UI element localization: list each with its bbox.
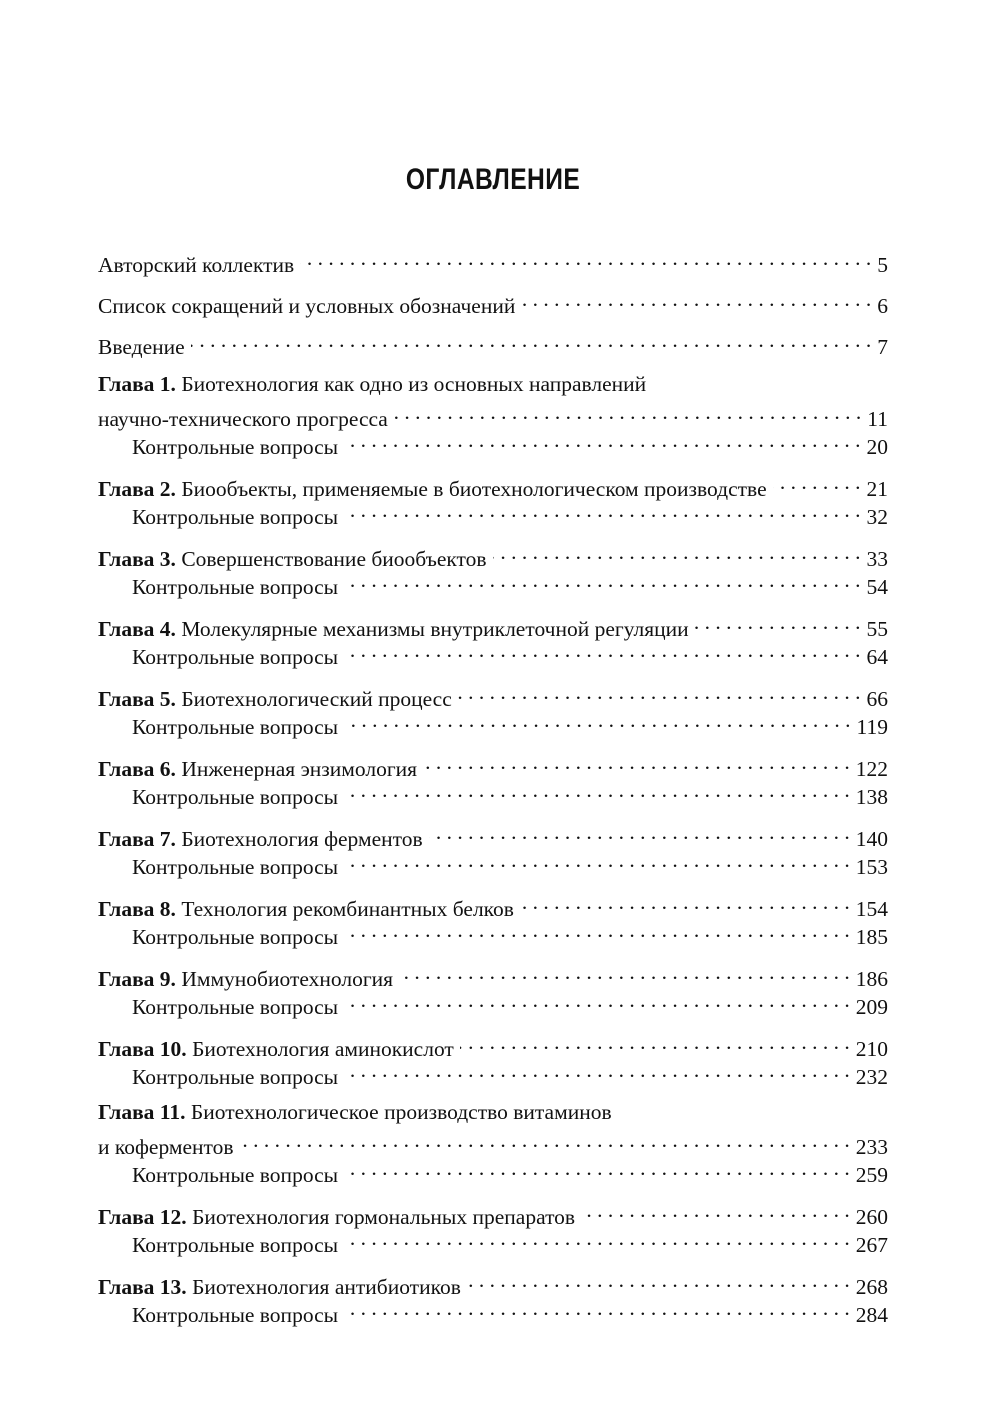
toc-chapter-8: [98, 888, 888, 949]
dot-leader: [520, 888, 850, 916]
chapter-number: Глава 1.: [98, 372, 176, 396]
questions-label: Контрольные вопросы: [132, 1163, 339, 1187]
dot-leader: [300, 244, 871, 272]
chapter-title: Биотехнология как одно из основных направлений: [181, 372, 647, 396]
dot-leader: [344, 426, 860, 454]
toc-page-number: 210: [855, 1037, 888, 1061]
questions-label: Контрольные вопросы: [132, 715, 339, 739]
chapter-title: Биотехнология антибиотиков: [192, 1275, 461, 1299]
questions-label: Контрольные вопросы: [132, 435, 339, 459]
questions-label: Контрольные вопросы: [132, 785, 339, 809]
dot-leader: [394, 398, 861, 426]
toc-chapter-11: [98, 1098, 888, 1187]
chapter-number: Глава 3.: [98, 547, 176, 571]
dot-leader: [460, 1028, 850, 1056]
toc-chapter-title-line[interactable]: [98, 958, 888, 991]
questions-label: Контрольные вопросы: [132, 995, 339, 1019]
chapter-title: Биотехнология гормональных препаратов: [192, 1205, 576, 1229]
questions-label: Контрольные вопросы: [132, 575, 339, 599]
dot-leader: [399, 958, 850, 986]
toc-page-number: 54: [866, 575, 888, 599]
chapter-title-cont: и коферментов: [98, 1135, 234, 1159]
dot-leader: [344, 636, 860, 664]
dot-leader: [581, 1196, 850, 1224]
questions-label: Контрольные вопросы: [132, 1303, 339, 1327]
toc-page-number: 138: [855, 785, 888, 809]
toc-chapter-13: [98, 1266, 888, 1327]
dot-leader: [344, 566, 860, 594]
toc-page-number: 122: [855, 757, 888, 781]
questions-label: Контрольные вопросы: [132, 505, 339, 529]
toc-page-number: 7: [877, 335, 888, 359]
toc-entry-label: Введение: [98, 335, 185, 359]
dot-leader: [344, 706, 850, 734]
toc-page-number: 21: [866, 477, 888, 501]
toc-page-number: 260: [855, 1205, 888, 1229]
toc-chapter-5: [98, 678, 888, 739]
dot-leader: [344, 846, 850, 874]
toc-chapter-title-line[interactable]: [98, 370, 888, 398]
dot-leader: [695, 608, 861, 636]
toc-page-number: 267: [855, 1233, 888, 1257]
toc-page-number: 185: [855, 925, 888, 949]
toc-chapter-title-line[interactable]: [98, 888, 888, 921]
toc-chapter-title-line[interactable]: [98, 678, 888, 711]
toc-page-number: 55: [866, 617, 888, 641]
questions-label: Контрольные вопросы: [132, 1233, 339, 1257]
toc-page-number: 154: [855, 897, 888, 921]
chapter-number: Глава 9.: [98, 967, 176, 991]
chapter-number: Глава 5.: [98, 687, 176, 711]
toc-chapter-title-line[interactable]: [98, 1098, 888, 1126]
chapter-number: Глава 7.: [98, 827, 176, 851]
toc-page-number: 6: [877, 294, 888, 318]
questions-label: Контрольные вопросы: [132, 925, 339, 949]
dot-leader: [493, 538, 861, 566]
toc-page-number: 284: [855, 1303, 888, 1327]
dot-leader: [458, 678, 861, 706]
chapter-number: Глава 11.: [98, 1100, 186, 1124]
toc-page-number: 11: [867, 407, 888, 431]
toc-page-number: 232: [855, 1065, 888, 1089]
toc-chapter-2: [98, 468, 888, 529]
toc-chapter-12: [98, 1196, 888, 1257]
toc-page-number: 153: [855, 855, 888, 879]
dot-leader: [344, 1294, 850, 1322]
toc-chapter-title-cont[interactable]: [98, 1126, 888, 1159]
chapter-title: Иммунобиотехнология: [181, 967, 394, 991]
chapter-number: Глава 12.: [98, 1205, 187, 1229]
toc-page-number: 33: [866, 547, 888, 571]
toc-page-number: 209: [855, 995, 888, 1019]
chapter-title: Биообъекты, применяемые в биотехнологическом производстве: [181, 477, 767, 501]
toc-chapter-7: [98, 818, 888, 879]
questions-label: Контрольные вопросы: [132, 1065, 339, 1089]
toc-chapter-title-line[interactable]: [98, 538, 888, 571]
toc-entry-label: Список сокращений и условных обозначений: [98, 294, 516, 318]
toc-page-number: 5: [877, 253, 888, 277]
chapter-title: Биотехнология аминокислот: [192, 1037, 454, 1061]
toc-entry-abbreviations[interactable]: [98, 285, 888, 318]
toc-chapter-4: [98, 608, 888, 669]
toc-chapter-title-line[interactable]: [98, 1028, 888, 1061]
toc-chapter-title-line[interactable]: [98, 748, 888, 781]
toc-entry-label: Авторский коллектив: [98, 253, 295, 277]
toc-page: [98, 0, 888, 1336]
dot-leader: [240, 1126, 850, 1154]
chapter-title: Биотехнологическое производство витаминов: [190, 1100, 612, 1124]
chapter-title: Биотехнологический процесс: [181, 687, 452, 711]
chapter-title: Инженерная энзимология: [181, 757, 418, 781]
toc-page-number: 268: [855, 1275, 888, 1299]
chapter-number: Глава 13.: [98, 1275, 187, 1299]
toc-page-number: 233: [855, 1135, 888, 1159]
toc-chapter-title-cont[interactable]: [98, 398, 888, 431]
questions-label: Контрольные вопросы: [132, 645, 339, 669]
toc-chapter-1: [98, 370, 888, 459]
chapter-number: Глава 6.: [98, 757, 176, 781]
toc-chapter-9: [98, 958, 888, 1019]
dot-leader: [191, 326, 872, 354]
chapter-title: Биотехнология ферментов: [181, 827, 423, 851]
toc-page-number: 20: [866, 435, 888, 459]
chapter-number: Глава 2.: [98, 477, 176, 501]
dot-leader: [773, 468, 861, 496]
toc-page-number: 66: [866, 687, 888, 711]
toc-chapter-3: [98, 538, 888, 599]
toc-page-number: 64: [866, 645, 888, 669]
page-title: ОГЛАВЛЕНИЕ: [405, 163, 581, 196]
chapter-number: Глава 10.: [98, 1037, 187, 1061]
chapter-title: Молекулярные механизмы внутриклеточной регуляции: [181, 617, 689, 641]
chapter-title: Совершенствование биообъектов: [181, 547, 487, 571]
toc-chapter-title-line[interactable]: [98, 1266, 888, 1299]
chapter-title: Технология рекомбинантных белков: [181, 897, 514, 921]
dot-leader: [344, 1224, 850, 1252]
toc-page-number: 186: [855, 967, 888, 991]
toc-chapter-title-line[interactable]: [98, 818, 888, 851]
dot-leader: [467, 1266, 850, 1294]
table-of-contents: [98, 244, 888, 1327]
dot-leader: [344, 916, 850, 944]
toc-page-number: 32: [866, 505, 888, 529]
toc-page-number: 140: [855, 827, 888, 851]
toc-page-number: 119: [856, 715, 888, 739]
toc-chapter-title-line[interactable]: [98, 468, 888, 501]
toc-chapter-10: [98, 1028, 888, 1089]
dot-leader: [344, 1154, 850, 1182]
toc-page-number: 259: [855, 1163, 888, 1187]
chapter-number: Глава 8.: [98, 897, 176, 921]
toc-entry-introduction[interactable]: [98, 326, 888, 359]
dot-leader: [344, 1056, 850, 1084]
dot-leader: [429, 818, 850, 846]
dot-leader: [344, 986, 850, 1014]
toc-chapter-6: [98, 748, 888, 809]
dot-leader: [423, 748, 850, 776]
toc-chapter-title-line[interactable]: [98, 1196, 888, 1229]
questions-label: Контрольные вопросы: [132, 855, 339, 879]
dot-leader: [521, 285, 871, 313]
toc-entry-authors[interactable]: [98, 244, 888, 277]
toc-chapter-title-line[interactable]: [98, 608, 888, 641]
chapter-number: Глава 4.: [98, 617, 176, 641]
dot-leader: [344, 496, 860, 524]
dot-leader: [344, 776, 850, 804]
chapter-title-cont: научно-технического прогресса: [98, 407, 388, 431]
